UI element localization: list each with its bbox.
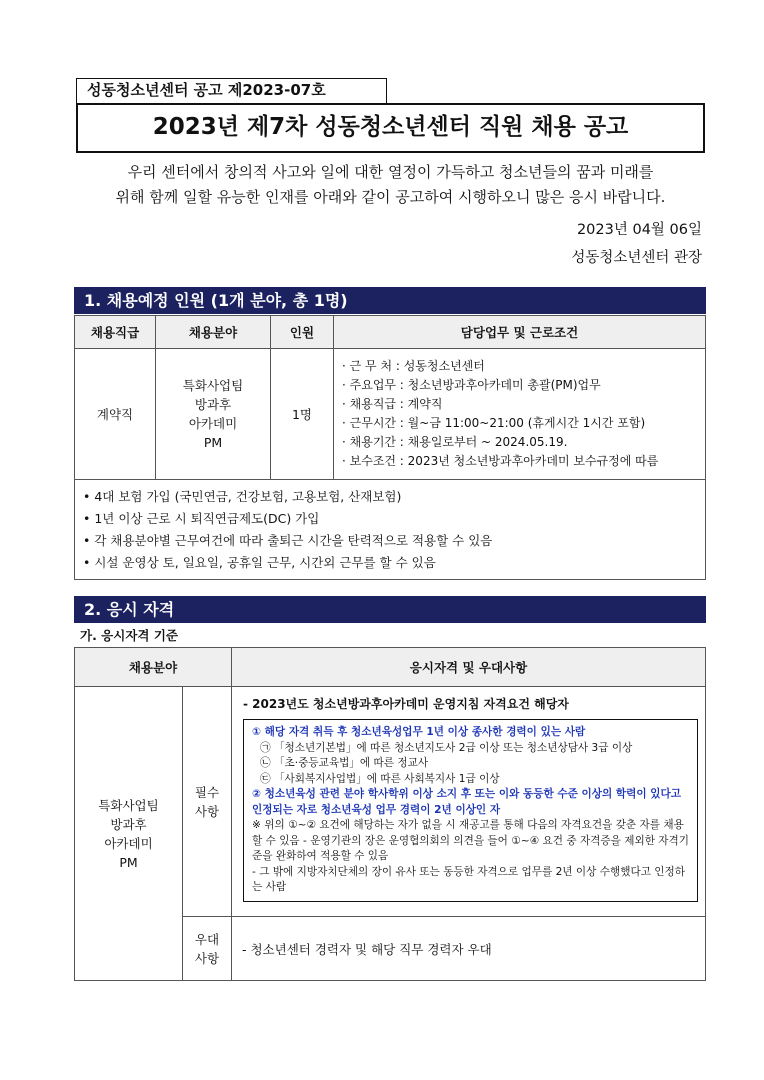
field-line: 방과후 [110, 816, 147, 832]
required-label [183, 687, 232, 917]
column-header: 채용분야 [156, 316, 271, 349]
label-line: 사항 [194, 803, 220, 819]
requirement-1: ① 해당 자격 취득 후 청소년육성업무 1년 이상 종사한 경력이 있는 사람 [252, 726, 586, 738]
intro-line: 위해 함께 일할 유능한 인재를 아래와 같이 공고하여 시행하오니 많은 응시 바랍니다. [115, 188, 666, 206]
note: ※ 위의 ①~② 요건에 해당하는 자가 없을 시 재공고를 통해 다음의 자격요건을 갖춘 자를 채용할 수 있음 - 운영기관의 장은 운영협의회의 의견을 들어 ①~④ 요건 중 자격증을 제외한 자격기준을 완화하여 적용할 수 있음 [252, 819, 690, 862]
condition-item: · 채용직급 : 계약직 [342, 397, 443, 411]
recruitment-table [74, 315, 706, 480]
field-line: 특화사업팀 [182, 378, 244, 393]
column-header: 채용직급 [75, 316, 156, 349]
page-title: 2023년 제7차 성동청소년센터 직원 채용 공고 [76, 103, 705, 153]
intro-line: 우리 센터에서 창의적 사고와 일에 대한 열정이 가득하고 청소년들의 꿈과 미래를 [127, 163, 654, 181]
column-header: 인원 [271, 316, 334, 349]
requirement-item: ㉡ 「초·중등교육법」에 따른 정교사 [260, 757, 429, 769]
label-line: 사항 [194, 950, 220, 966]
qualification-table [74, 647, 706, 981]
signer: 성동청소년센터 관장 [571, 250, 702, 266]
condition-item: · 근 무 처 : 성동청소년센터 [342, 359, 485, 373]
benefit-item: • 각 채용분야별 근무여건에 따라 출퇴근 시간을 탄력적으로 적용할 수 있음 [83, 533, 493, 548]
benefit-item: • 시설 운영상 토, 일요일, 공휴일 근무, 시간외 근무를 할 수 있음 [83, 555, 436, 570]
field-cell [156, 349, 271, 480]
grade-cell: 계약직 [75, 349, 156, 480]
field-line: 아카데미 [188, 416, 238, 431]
note: - 그 밖에 지방자치단체의 장이 유사 또는 동등한 자격으로 업무를 2년 이상 수행했다고 인정하는 사람 [252, 865, 685, 893]
requirements-box [243, 719, 698, 902]
column-header: 담당업무 및 근로조건 [334, 316, 706, 349]
column-header: 채용분야 [75, 648, 232, 687]
field-line: 아카데미 [104, 835, 153, 851]
preferred-label [183, 917, 232, 981]
notice-number: 성동청소년센터 공고 제2023-07호 [76, 78, 387, 103]
requirement-item: ㉢ 「사회복지사업법」에 따른 사회복지사 1급 이상 [260, 772, 500, 785]
label-line: 우대 [194, 931, 220, 947]
condition-item: · 보수조건 : 2023년 청소년방과후아카데미 보수규정에 따름 [342, 454, 659, 468]
section-heading-1: 1. 채용예정 인원 (1개 분야, 총 1명) [74, 287, 706, 314]
preferred-cell: - 청소년센터 경력자 및 해당 직무 경력자 우대 [232, 917, 706, 981]
conditions-cell [334, 349, 706, 480]
field-line: 방과후 [194, 397, 232, 412]
field-line: 특화사업팀 [98, 797, 159, 813]
required-title: - 2023년도 청소년방과후아카데미 운영지침 자격요건 해당자 [243, 697, 569, 711]
count-cell: 1명 [271, 349, 334, 480]
requirement-2: ② 청소년육성 관련 분야 학사학위 이상 소지 후 또는 이와 동등한 수준 이상의 학력이 있다고 인정되는 자로 청소년육성 업무 경력이 2년 이상인 자 [252, 788, 682, 816]
field-line: PM [119, 854, 138, 870]
benefits-list [74, 478, 706, 580]
column-header: 응시자격 및 우대사항 [232, 648, 706, 687]
field-cell [75, 687, 183, 981]
required-cell [232, 687, 706, 917]
intro-paragraph [76, 160, 705, 210]
sub-heading: 가. 응시자격 기준 [80, 628, 178, 643]
notice-date: 2023년 04월 06일 [576, 222, 702, 238]
condition-item: · 주요업무 : 청소년방과후아카데미 총괄(PM)업무 [342, 378, 601, 392]
condition-item: · 채용기간 : 채용일로부터 ~ 2024.05.19. [342, 435, 568, 449]
requirement-item: ㉠ 「청소년기본법」에 따른 청소년지도사 2급 이상 또는 청소년상담사 3급 이상 [260, 741, 633, 754]
benefit-item: • 4대 보험 가입 (국민연금, 건강보험, 고용보험, 산재보험) [83, 489, 402, 504]
field-line: PM [203, 435, 223, 450]
label-line: 필수 [194, 784, 220, 800]
benefit-item: • 1년 이상 근로 시 퇴직연금제도(DC) 가입 [83, 511, 320, 526]
condition-item: · 근무시간 : 월~금 11:00~21:00 (휴게시간 1시간 포함) [342, 416, 646, 430]
section-heading-2: 2. 응시 자격 [74, 596, 706, 623]
